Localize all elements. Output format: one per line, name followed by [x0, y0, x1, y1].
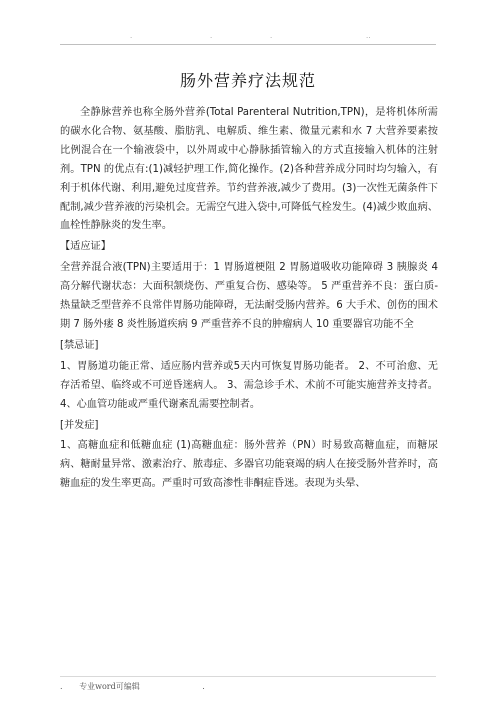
document-body	[60, 104, 438, 494]
footer-divider	[60, 676, 436, 677]
page-title: 肠外营养疗法规范	[179, 71, 316, 90]
header-dot: ..	[366, 32, 371, 40]
header-dots	[0, 33, 496, 43]
footer-text: 专业word可编辑	[79, 682, 140, 691]
header-dot: .	[130, 32, 133, 40]
indications-paragraph: 全营养混合液(TPN)主要适用于：1 胃肠道梗阻 2 胃肠道吸收功能障碍 3 胰腺炎 4 高分解代谢状态：大面积颔烧伤、严重复合伤、感染等。 5 严重营养不良：蛋白质-热量缺乏型营养不良常伴胃肠功能障碍，无法耐受肠内营养。6 大手术、创伤的围术期 7 肠外瘘 8 炎性肠道疾病 9 严重营养不良的肿瘤病人 10 重要器官功能不全	[60, 262, 438, 330]
header-dot: .	[270, 32, 273, 40]
header-divider	[60, 44, 436, 45]
intro-paragraph: 全静脉营养也称全肠外营养(Total Parenteral Nutrition,TPN)，是将机体所需的碳水化合物、氨基酸、脂肪乳、电解质、维生素、微量元素和水 7 大营养要素按比例混合在一个输液袋中，以外周或中心静脉插管输入的方式直接输入机体的注射剂。TPN 的优点有:(1)减轻护理工作,简化操作。(2)各种营养成分同时均匀输入，有利于机体代谢、利用,避免过度营养。节约营养液,减少了费用。(3)一次性无菌条件下配制,减少营养液的污染机会。无需空气进入袋中,可降低气栓发生。(4)减少败血病、血栓性静脉炎的发生率。	[60, 107, 438, 232]
header-dot: .	[210, 32, 213, 40]
indications-heading: 【适应证】	[60, 241, 111, 253]
footer-dot: .	[60, 682, 63, 691]
complications-heading: [并发症]	[60, 419, 99, 431]
complications-paragraph: 1、高糖血症和低糖血症 (1)高糖血症：肠外营养（PN）时易致高糖血症，而糖尿病、糖耐量异常、激素治疗、脓毒症、多器官功能衰竭的病人在接受肠外营养时，高糖血症的发生率更高。严重时可致高渗性非酮症昏迷。表现为头晕、	[60, 440, 438, 490]
contraindications-heading: [禁忌证]	[60, 339, 99, 351]
page-footer	[60, 681, 205, 692]
contraindications-paragraph: 1、胃肠道功能正常、适应肠内营养或5天内可恢复胃肠功能者。 2、不可治愈、无存活希望、临终或不可逆昏迷病人。 3、需急诊手术、术前不可能实施营养支持者。 4、心血管功能或严重代谢紊乱需要控制者。	[60, 360, 438, 410]
footer-dot: .	[202, 682, 205, 691]
